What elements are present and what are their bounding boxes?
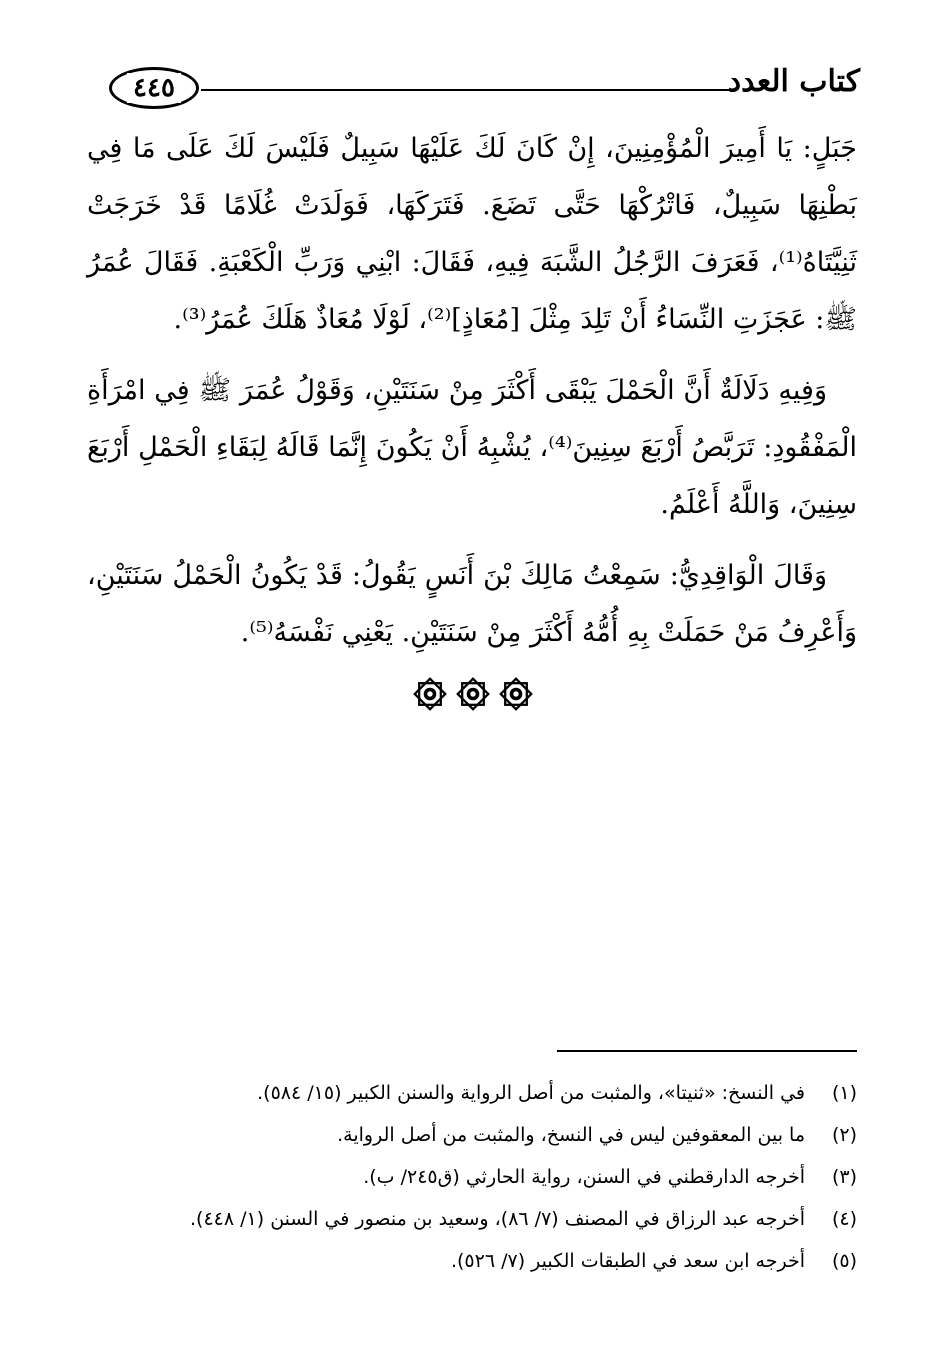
footnote-text: أخرجه عبد الرزاق في المصنف (٧/ ٨٦)، وسعيد بن منصور في السنن (١/ ٤٤٨).: [190, 1208, 805, 1230]
footnotes: [87, 1072, 857, 1282]
footnote-number: (٤): [831, 1208, 857, 1230]
header-rule: [201, 89, 734, 91]
paragraph: وَفِيهِ دَلَالَةٌ أَنَّ الْحَمْلَ يَبْقَى أَكْثَرَ مِنْ سَنَتَيْنِ، وَقَوْلُ عُمَرَ ﷺ فِي امْرَأَةِ الْمَفْقُودِ: تَرَبَّصُ أَرْبَعَ سِنِينَ⁽⁴⁾، يُشْبِهُ أَنْ يَكُونَ إِنَّمَا قَالَهُ لِبَقَاءِ الْحَمْلِ أَرْبَعَ سِنِينَ، وَاللَّهُ أَعْلَمُ.: [87, 375, 857, 520]
floral-ornament-icon: [412, 676, 448, 712]
footnote-number: (٥): [831, 1250, 857, 1272]
footnote: [87, 1198, 857, 1240]
footnote-separator: [557, 1050, 857, 1052]
footnote-number: (٣): [831, 1166, 857, 1188]
footnote-number: (٢): [831, 1124, 857, 1146]
page-number: ٤٤٥: [127, 73, 181, 103]
footnote: [87, 1072, 857, 1114]
footnote-text: في النسخ: «ثنيتا»، والمثبت من أصل الرواية والسنن الكبير (١٥/ ٥٨٤).: [257, 1082, 805, 1104]
footnote-text: ما بين المعقوفين ليس في النسخ، والمثبت من أصل الرواية.: [337, 1124, 805, 1146]
page-number-badge: [109, 67, 199, 109]
footnote-text: أخرجه الدارقطني في السنن، رواية الحارثي (ق٢٤٥/ ب).: [363, 1166, 805, 1188]
floral-ornament-icon: [455, 676, 491, 712]
main-text: [87, 120, 857, 661]
paragraph: وَقَالَ الْوَاقِدِيُّ: سَمِعْتُ مَالِكَ بْنَ أَنَسٍ يَقُولُ: قَدْ يَكُونُ الْحَمْلُ سَنَتَيْنِ، وَأَعْرِفُ مَنْ حَمَلَتْ بِهِ أُمُّهُ أَكْثَرَ مِنْ سَنَتَيْنِ. يَعْنِي نَفْسَهُ⁽⁵⁾.: [87, 560, 857, 648]
footnote-text: أخرجه ابن سعد في الطبقات الكبير (٧/ ٥٢٦).: [450, 1250, 805, 1272]
footnote: [87, 1156, 857, 1198]
floral-ornament-icon: [498, 676, 534, 712]
footnote: [87, 1114, 857, 1156]
paragraph: جَبَلٍ: يَا أَمِيرَ الْمُؤْمِنِينَ، إِنْ كَانَ لَكَ عَلَيْهَا سَبِيلٌ فَلَيْسَ لَكَ عَلَى مَا فِي بَطْنِهَا سَبِيلٌ، فَاتْرُكْهَا حَتَّى تَضَعَ. فَتَرَكَهَا، فَوَلَدَتْ غُلَامًا قَدْ خَرَجَتْ ثَنِيَّتَاهُ⁽¹⁾، فَعَرَفَ الرَّجُلُ الشَّبَهَ فِيهِ، فَقَالَ: ابْنِي وَرَبِّ الْكَعْبَةِ. فَقَالَ عُمَرُ ﷺ: عَجَزَتِ النِّسَاءُ أَنْ تَلِدَ مِثْلَ [مُعَاذٍ]⁽²⁾، لَوْلَا مُعَاذٌ هَلَكَ عُمَرُ⁽³⁾.: [87, 133, 857, 335]
footnote-number: (١): [831, 1082, 857, 1104]
section-ornament: [412, 674, 534, 714]
page-header: [105, 60, 860, 120]
book-title: كتاب العدد: [727, 64, 860, 99]
footnote: [87, 1240, 857, 1282]
